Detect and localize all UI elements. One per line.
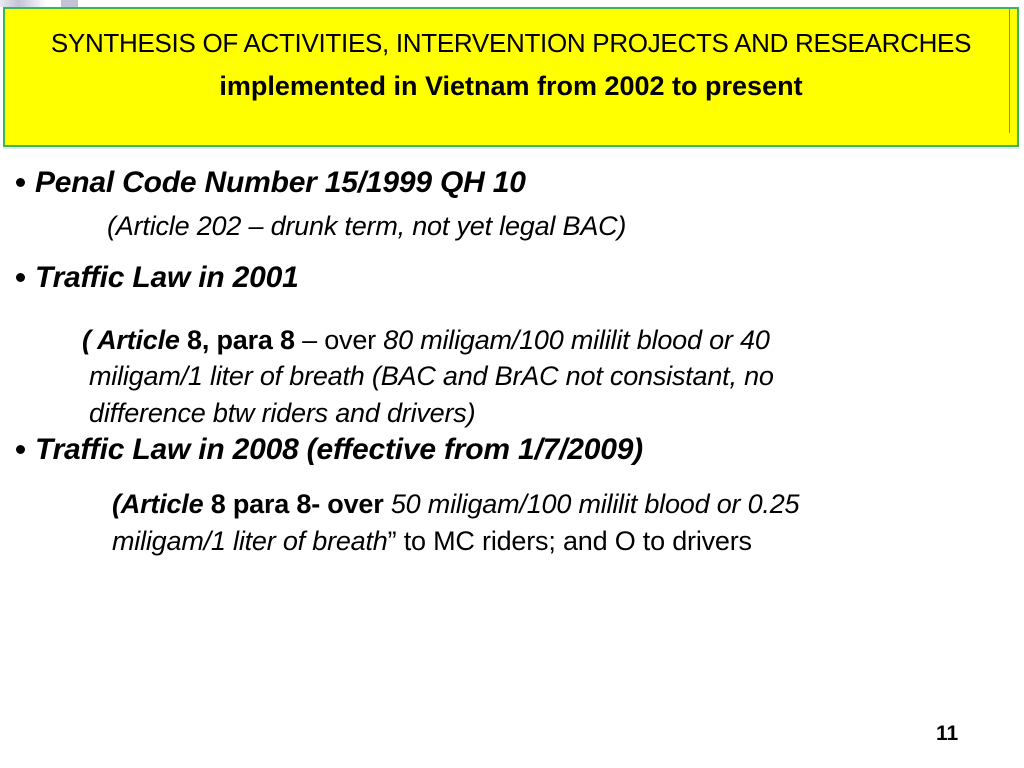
page-number: 11 xyxy=(936,722,959,745)
title-banner xyxy=(3,7,1019,147)
text-segment: Traffic Law in 2008 (effective from 1/7/2009) xyxy=(35,433,643,466)
text-segment: 8, para 8 xyxy=(179,325,303,355)
text-segment: 50 miligam/100 mililit blood or 0.25 xyxy=(390,489,800,519)
text-segment: Traffic Law in 2001 xyxy=(35,261,299,294)
bullet-item xyxy=(16,261,299,296)
text-segment: Penal Code Number 15/1999 QH 10 xyxy=(35,166,526,199)
title-banner-inner-edge xyxy=(1009,9,1010,133)
text-line xyxy=(112,526,752,557)
text-segment: – over xyxy=(302,325,384,355)
text-segment: (Article xyxy=(112,489,204,519)
text-line xyxy=(107,211,626,242)
text-line xyxy=(89,361,774,392)
bullet-icon xyxy=(16,273,25,282)
text-segment: difference btw riders and drivers) xyxy=(89,398,476,428)
bullet-item xyxy=(16,166,526,201)
text-segment: 8 para 8- over xyxy=(203,489,391,519)
text-line xyxy=(112,489,799,520)
text-line xyxy=(82,325,770,356)
title-line-1: SYNTHESIS OF ACTIVITIES, INTERVENTION PROJECTS AND RESEARCHES xyxy=(50,28,972,58)
bullet-icon xyxy=(16,445,25,454)
template-gradient-bar xyxy=(0,0,47,7)
text-segment: miligam/1 liter of breath xyxy=(112,526,388,556)
text-segment: ( Article xyxy=(82,325,180,355)
text-segment: (Article 202 – drunk term, not yet legal BAC) xyxy=(107,211,627,241)
template-gray-block xyxy=(61,0,78,7)
text-line xyxy=(89,398,475,429)
bullet-item xyxy=(16,433,643,468)
title-line-2: implemented in Vietnam from 2002 to present xyxy=(219,71,803,101)
text-segment: ” to MC riders; and O to drivers xyxy=(387,526,752,556)
bullet-icon xyxy=(16,178,25,187)
text-segment: miligam/1 liter of breath (BAC and BrAC not consistant, no xyxy=(89,361,774,391)
text-segment: 80 miligam/100 mililit blood or 40 xyxy=(383,325,770,355)
